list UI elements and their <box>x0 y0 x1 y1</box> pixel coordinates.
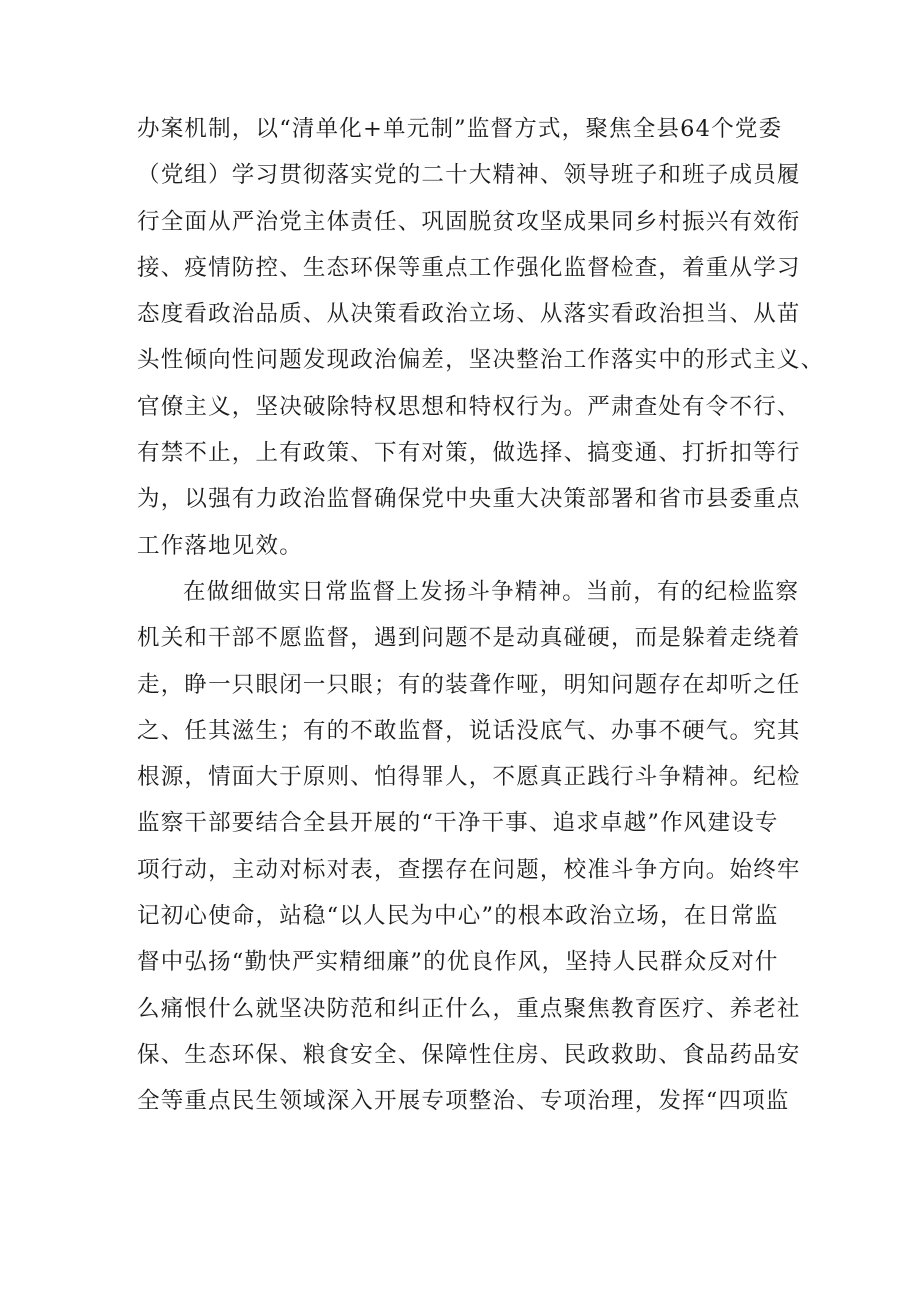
text-line-7: 官僚主义，坚决破除特权思想和特权行为。严肃查处有令不行、 <box>137 393 801 420</box>
text-line-13: 走，睁一只眼闭一只眼；有的装聋作哑，明知问题存在却听之任 <box>137 671 801 698</box>
text-line-20: 么痛恨什么就坚决防范和纠正什么，重点聚焦教育医疗、养老社 <box>137 995 801 1022</box>
text-line-5: 态度看政治品质、从决策看政治立场、从落实看政治担当、从苗 <box>137 301 801 328</box>
text-line-6: 头性倾向性问题发现政治偏差，坚决整治工作落实中的形式主义、 <box>137 347 825 374</box>
text-line-22: 全等重点民生领域深入开展专项整治、专项治理，发挥“四项监 <box>137 1088 790 1115</box>
paragraph-start-line: 在做细做实日常监督上发扬斗争精神。当前，有的纪检监察 <box>183 578 800 605</box>
text-line-4: 接、疫情防控、生态环保等重点工作强化监督检查，着重从学习 <box>137 254 801 281</box>
text-line-3: 行全面从严治党主体责任、巩固脱贫攻坚成果同乡村振兴有效衔 <box>137 208 801 235</box>
text-line-16: 监察干部要结合全县开展的“干净干事、追求卓越”作风建设专 <box>137 810 779 837</box>
text-line-15: 根源，情面大于原则、怕得罪人，不愿真正践行斗争精神。纪检 <box>137 764 801 791</box>
text-line-10: 工作落地见效。 <box>137 532 303 559</box>
body-text <box>137 106 825 1125</box>
text-line-14: 之、任其滋生；有的不敢监督，说话没底气、办事不硬气。究其 <box>137 717 801 744</box>
text-line-18: 记初心使命，站稳“以人民为中心”的根本政治立场，在日常监 <box>137 903 779 930</box>
text-line-2: （党组）学习贯彻落实党的二十大精神、领导班子和班子成员履 <box>137 162 801 189</box>
text-line-9: 为，以强有力政治监督确保党中央重大决策部署和省市县委重点 <box>137 486 801 513</box>
text-line-1: 办案机制，以“清单化+单元制”监督方式，聚焦全县64个党委 <box>137 116 783 142</box>
text-line-21: 保、生态环保、粮食安全、保障性住房、民政救助、食品药品安 <box>137 1041 801 1068</box>
text-line-17: 项行动，主动对标对表，查摆存在问题，校准斗争方向。始终牢 <box>137 856 801 883</box>
text-line-8: 有禁不止，上有政策、下有对策，做选择、搞变通、打折扣等行 <box>137 440 801 467</box>
text-line-19: 督中弘扬“勤快严实精细廉”的优良作风，坚持人民群众反对什 <box>137 949 779 976</box>
text-line-12: 机关和干部不愿监督，遇到问题不是动真碰硬，而是躲着走绕着 <box>137 625 801 652</box>
